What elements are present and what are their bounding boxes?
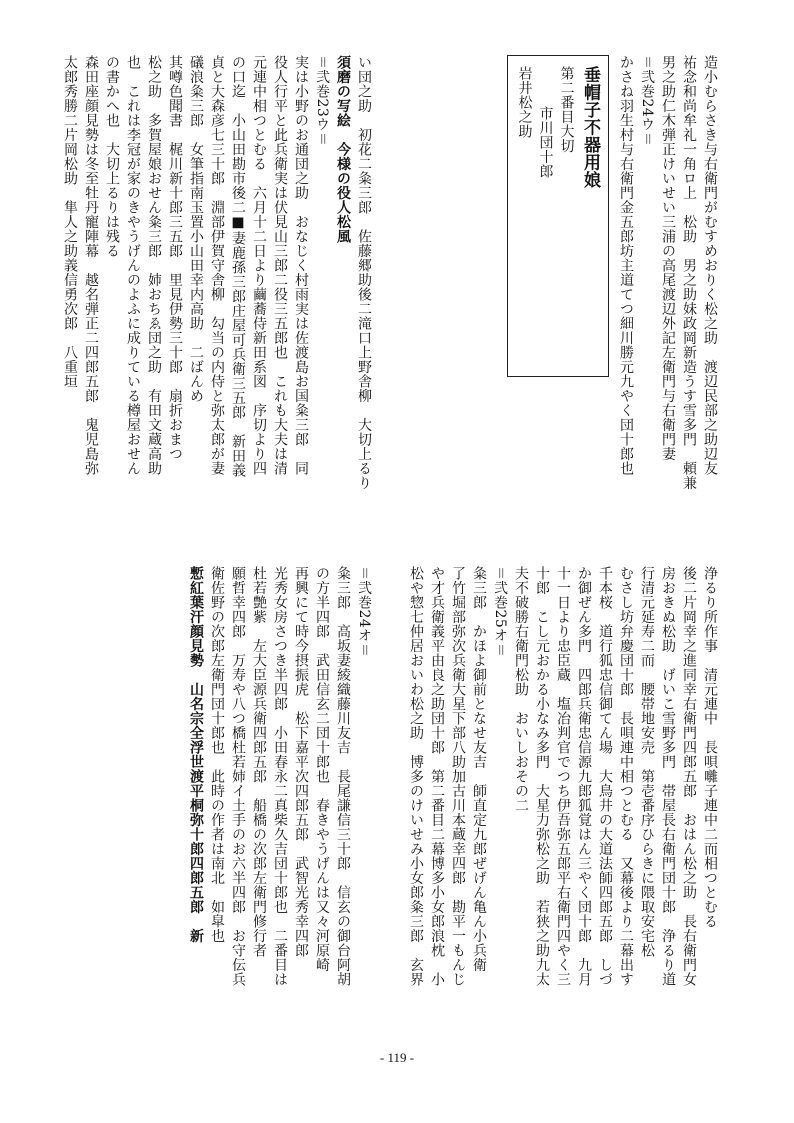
text-column: 杜若艶紫 左大臣源兵衛四郎五郎 船橋の次郎左衛門修行者 xyxy=(251,566,267,958)
text-column: 祐念和尚牟礼一角ロ上 松助 男之助妹政岡新造うす雪多門 頼兼 xyxy=(681,55,697,490)
text-column: の方半四郎 武田信玄二団十郎也 春きやうげんは又々河原崎 xyxy=(314,566,330,972)
text-column: 太郎秀勝二片岡松助 隼人之助義信勇次郎 八重垣 xyxy=(62,55,78,389)
section-marker: ＝弐巻23ウ＝ xyxy=(314,55,330,147)
text-column: の口迄 小山田勘市後二■妻鹿孫三郎庄屋可兵衛三五郎 新田義 xyxy=(230,55,246,478)
section-marker: ＝弐巻25オ＝ xyxy=(492,566,508,658)
text-column: の書かへ也 大切上るりは残る xyxy=(104,55,120,258)
text-column: 行清元延寿二而 腰帯地安売 第壱番序ひらきに隈取安宅松 xyxy=(639,566,655,958)
box-cast: 岩井松之助 xyxy=(516,66,533,139)
text-column: 光秀女房さつき半四郎 小田春永二真柴久吉団十郎也 二番目は xyxy=(272,566,288,987)
text-column: 了竹堀部弥次兵衛大星下部八助加古川本蔵幸四郎 勘平一もんじ xyxy=(450,566,466,987)
left-lower-text xyxy=(96,566,374,1006)
text-column: むさし坊弁慶団十郎 長唄連中相つとむる 又幕後より二幕出す xyxy=(618,566,634,987)
section-marker: ＝弐巻24ウ＝ xyxy=(639,55,655,147)
text-column: 森田座顔見勢は冬至牡丹寵陣幕 越名弾正二四郎五郎 鬼児島弥 xyxy=(83,55,99,476)
text-column: や才兵衛義平由良之助団十郎 第二番目二幕博多小女郎浪枕 小 xyxy=(429,566,445,987)
text-column: 貞と大森彦七三十郎 淵部伊賀守舎柳 勾当の内侍と弥太郎が妻 xyxy=(209,55,225,476)
text-column: 元連中相つとむる 六月十二日より繭蕎侍新田系図 序切より四 xyxy=(251,55,267,476)
text-column: 実は小野のお通団之助 おなじく村雨実は佐渡島お国粂三郎 同 xyxy=(293,55,309,476)
text-column: か御ぜん多門 四郎兵衛忠信源九郎狐覚はん三やく団十郎 九月 xyxy=(576,566,592,987)
text-column: 願哲幸四郎 万寿や八つ橋杜若姉イ土手のお六半四郎 お守伝兵 xyxy=(230,566,246,987)
text-column: 男之助仁木弾正けいせい三浦の高尾渡辺外記左衛門与右衛門妻 xyxy=(660,55,676,461)
text-column: 後二片岡幸之進同幸右衛門四郎五郎 おはん松之助 長右衛門女 xyxy=(681,566,697,987)
text-column: 礒浪粂三郎 女筆指南玉置小山田幸内高助 二ばんめ xyxy=(188,55,204,403)
text-column: 慙紅葉汗顔見勢 山名宗全浮世渡平桐弥十郎四郎五郎 新 xyxy=(188,566,204,943)
section-marker: ＝弐巻24オ＝ xyxy=(356,566,372,658)
text-column: 粂三郎 かほよ御前となせ友吉 師直定九郎ぜげん亀ん小兵衛 xyxy=(471,566,487,972)
text-column: 也 これは李冠が家のきやうげんのよふに成りている樽屋おせん xyxy=(125,55,141,476)
text-column: 役人行平と此兵衛実は伏見山三郎二役三五郎也 これも大夫は清 xyxy=(272,55,288,476)
text-column: 再興にて時今摂振虎 松下嘉平次四郎五郎 武智光秀幸四郎 xyxy=(293,566,309,958)
page-number: - 119 - xyxy=(379,1050,415,1065)
box-title: 垂帽子不器用娘 xyxy=(580,66,600,189)
text-column: 衛佐野の次郎左衛門団十郎也 此時の作者は南北 如皐也 xyxy=(209,566,225,943)
text-column: 夫不破勝右衛門松助 おいしおその二 xyxy=(513,566,529,813)
text-column: 房おきぬ松助 げいこ雪野多門 帯屋長右衛門団十郎 浄るり道 xyxy=(660,566,676,987)
text-column: 其噂色聞書 梶川新十郎三五郎 里見伊勢三十郎 扇折おまつ xyxy=(167,55,183,461)
left-upper-text xyxy=(62,55,374,535)
program-box xyxy=(507,55,610,377)
right-lower-text xyxy=(408,566,720,1006)
box-note: 第二番目大切 xyxy=(558,66,575,153)
text-column: 千本桜 道行狐忠信御てん場 大鳥井の大道法師四郎五郎 しづ xyxy=(597,566,613,987)
text-column: 松之助 多賀屋娘おせん粂三郎 姉おちゑ団之助 有田文蔵高助 xyxy=(146,55,162,476)
text-column: 十郎 こし元おかる小なみ多門 大星力弥松之助 若狭之助九太 xyxy=(534,566,550,987)
text-column: 須磨の写絵 今様の役人松風 xyxy=(335,55,351,244)
text-column: 粂三郎 高坂妻綾織藤川友吉 長尾謙信三十郎 信玄の御台阿胡 xyxy=(335,566,351,987)
right-upper-text xyxy=(418,55,720,535)
text-column: 造小むらさき与右衛門がむすめおりく松之助 渡辺民部之助辺友 xyxy=(702,55,718,476)
text-column: い団之助 初花二粂三郎 佐藤郷助後二滝口上野舎柳 大切上るり xyxy=(356,55,372,490)
text-column: 松や惣七仲居おいわ松之助 博多のけいせみ小女郎粂三郎 玄界 xyxy=(408,566,424,987)
text-column: かさね羽生村与右衛門金五郎坊主道てつ細川勝元九やく団十郎也 xyxy=(618,55,634,476)
box-cast: 市川団十郎 xyxy=(537,106,554,179)
text-column: 十一日より忠臣蔵 塩冶判官でつち伊吾弥五郎平右衛門四やく三 xyxy=(555,566,571,987)
text-column: 浄るり所作事 清元連中 長唄囃子連中二而相つとむる xyxy=(702,566,718,929)
